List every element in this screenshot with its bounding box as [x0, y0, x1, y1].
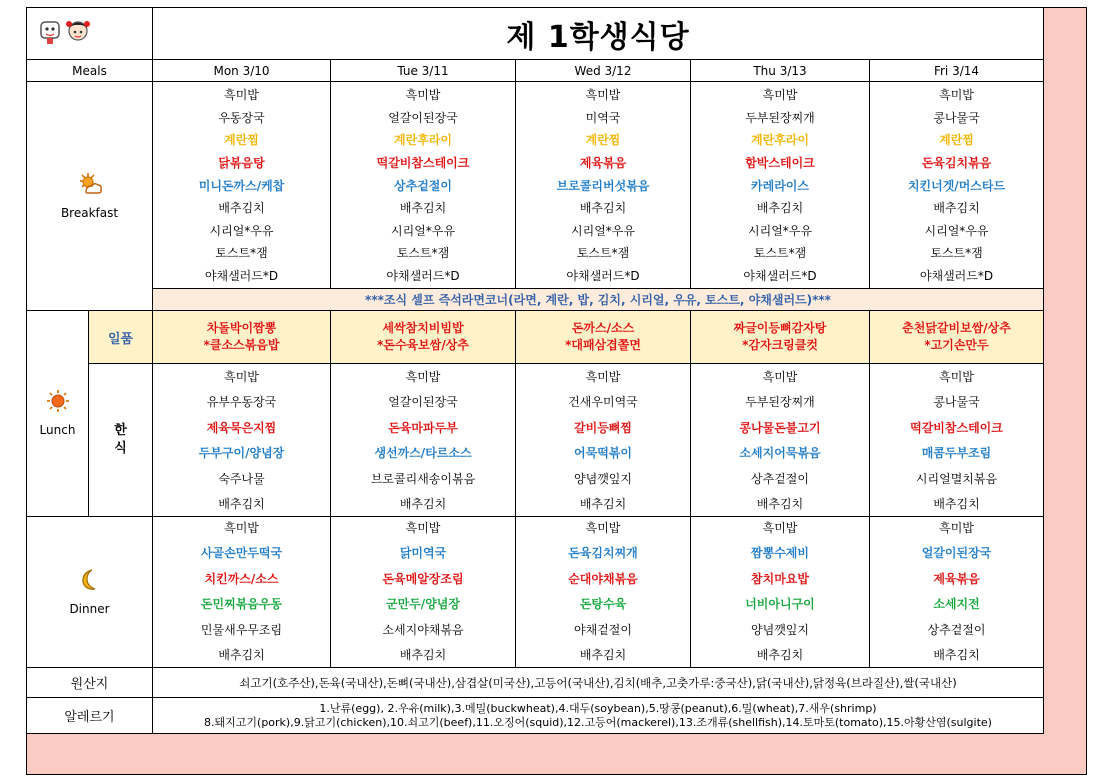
cartoon-faces-logo-icon [37, 16, 97, 48]
dinner-cell-mon [153, 517, 331, 668]
menu-item: 제육볶음 [933, 571, 980, 586]
menu-item: 어묵떡볶이 [574, 446, 632, 461]
menu-item: 민물새우무조림 [200, 622, 283, 637]
breakfast-cell-fri [870, 82, 1044, 289]
menu-item: 시리얼*우유 [748, 223, 812, 238]
logo-cell [27, 8, 153, 60]
menu-item: 야채샐러드*D [919, 269, 994, 283]
menu-item: 건새우미역국 [568, 395, 638, 410]
menu-item: 갈비등뼈찜 [574, 420, 632, 435]
menu-item: 흑미밥 [224, 370, 259, 384]
cafeteria-title: 제 1학생식당 [153, 8, 1044, 60]
dinner-cell-tue [331, 517, 516, 668]
menu-item: 두부된장찌개 [745, 110, 815, 125]
menu-item: 얼갈이된장국 [921, 546, 992, 561]
menu-item: 소세지전 [933, 597, 980, 612]
menu-item: 배추김치 [218, 496, 265, 511]
menu-item: 배추김치 [399, 647, 447, 662]
menu-item: 흑미밥 [405, 88, 441, 102]
menu-item: 야채샐러드*D [743, 269, 817, 283]
day-header-mon: Mon 3/10 [153, 60, 331, 82]
ilpum-cell-fri [870, 311, 1044, 364]
dinner-cell-fri [870, 517, 1044, 668]
menu-item: 브로콜리새송이볶음 [370, 471, 476, 486]
menu-item: 배추김치 [756, 647, 804, 662]
day-header-fri: Fri 3/14 [870, 60, 1044, 82]
menu-item: 참치마요밥 [751, 571, 809, 586]
menu-item: 미역국 [585, 110, 621, 125]
menu-item: 닭미역국 [399, 546, 447, 561]
ilpum-menu-item: 세싹참치비빔밥 [382, 321, 464, 335]
hansik-label-char: 한 [114, 423, 127, 438]
menu-item: 흑미밥 [224, 88, 259, 102]
menu-item: 사골손만두떡국 [200, 546, 283, 561]
day-header-wed: Wed 3/12 [516, 60, 691, 82]
menu-item: 순대야채볶음 [568, 571, 638, 586]
menu-item: 소세지어묵볶음 [739, 446, 821, 461]
day-header-tue: Tue 3/11 [331, 60, 516, 82]
menu-item: 상추겉절이 [394, 178, 452, 193]
ilpum-cell-tue [331, 311, 516, 364]
menu-item: 토스트*잼 [215, 246, 268, 261]
menu-item: 야채겉절이 [574, 622, 632, 637]
menu-item: 배추김치 [579, 496, 627, 511]
menu-item: 흑미밥 [585, 521, 621, 535]
menu-item: 흑미밥 [405, 521, 441, 535]
ilpum-menu-item: *고기손만두 [924, 338, 989, 352]
menu-item: 유부우동장국 [206, 395, 277, 410]
ilpum-menu-item: *클소스볶음밥 [203, 338, 280, 352]
menu-item: 배추김치 [933, 201, 980, 216]
menu-item: 돈육메알장조림 [382, 571, 464, 586]
origin-text: 쇠고기(호주산),돈육(국내산),돈뼈(국내산),삼겹살(미국산),고등어(국내산),김치(배추,고춧가루:중국산),닭(국내산),닭정육(브라질산),쌀(국내산) [153, 668, 1044, 698]
allergy-line: 1.난류(egg), 2.우유(milk),3.메밀(buckwheat),4.대두(soybean),5.땅콩(peanut),6.밀(wheat),7.새우(shrimp) [319, 701, 877, 715]
menu-item: 야채샐러드*D [204, 269, 279, 283]
menu-item: 두부구이/양념장 [198, 446, 285, 461]
menu-item: 치킨너겟/머스타드 [907, 178, 1006, 193]
menu-item: 토스트*잼 [396, 246, 450, 261]
breakfast-cell-wed [516, 82, 691, 289]
menu-item: 야채샐러드*D [386, 269, 460, 283]
menu-item: 야채샐러드*D [566, 269, 640, 283]
day-header-thu: Thu 3/13 [691, 60, 870, 82]
menu-item: 콩나물돈불고기 [739, 420, 821, 435]
ilpum-menu-item: *대패삼겹쫄면 [565, 338, 641, 352]
menu-item: 소세지야채볶음 [382, 622, 464, 637]
menu-item: 흑미밥 [939, 521, 974, 535]
dinner-cell-thu [691, 517, 870, 668]
ilpum-cell-thu [691, 311, 870, 364]
breakfast-cell-tue [331, 82, 516, 289]
allergy-info [153, 698, 1044, 734]
breakfast-self-corner-notice: ***조식 셀프 즉석라면코너(라면, 계란, 밥, 김치, 시리얼, 우유, 토스트, 야채샐러드)*** [153, 289, 1044, 311]
hansik-cell-mon [153, 364, 331, 517]
menu-item: 시리얼*우유 [391, 223, 455, 238]
menu-item: 시리얼멸치볶음 [915, 471, 998, 486]
weekly-menu-table [26, 7, 1044, 734]
menu-item: 흑미밥 [939, 370, 974, 384]
ilpum-cell-wed [516, 311, 691, 364]
menu-item: 돈육마파두부 [388, 420, 458, 435]
menu-item: 돈육김치볶음 [921, 155, 992, 170]
ilpum-menu-item: 돈까스/소스 [571, 321, 635, 335]
menu-item: 배추김치 [218, 201, 265, 216]
menu-item: 배추김치 [579, 201, 627, 216]
ilpum-menu-item: 춘천닭갈비보쌈/상추 [902, 321, 1011, 335]
breakfast-label-cell [27, 82, 153, 311]
menu-item: 너비아니구이 [745, 597, 815, 612]
meals-header: Meals [27, 60, 153, 82]
menu-item: 흑미밥 [939, 88, 974, 102]
menu-item: 시리얼*우유 [571, 223, 635, 238]
menu-item: 배추김치 [399, 201, 447, 216]
menu-item: 배추김치 [399, 496, 447, 511]
allergy-line: 8.돼지고기(pork),9.닭고기(chicken),10.쇠고기(beef),11.오징어(squid),12.고등어(mackerel),13.조개류(shellfish),14.토마토(tomato),15.아황산염(sulgite) [204, 715, 992, 729]
menu-item: 흑미밥 [405, 370, 441, 384]
menu-item: 제육묵은지찜 [206, 420, 277, 435]
dinner-label: Dinner [69, 601, 110, 616]
ilpum-label: 일품 [89, 311, 153, 364]
menu-item: 얼갈이된장국 [388, 395, 458, 410]
menu-item: 흑미밥 [762, 370, 798, 384]
menu-item: 계란찜 [939, 133, 974, 148]
menu-item: 토스트*잼 [753, 246, 807, 261]
menu-item: 흑미밥 [762, 88, 798, 102]
menu-item: 제육볶음 [579, 155, 627, 170]
menu-item: 숙주나물 [218, 471, 265, 486]
menu-item: 배추김치 [579, 647, 627, 662]
menu-item: 계란찜 [585, 133, 621, 148]
menu-item: 미니돈까스/케찹 [198, 178, 285, 193]
crescent-moon-icon [79, 568, 101, 592]
menu-item: 떡갈비참스테이크 [910, 420, 1003, 435]
hansik-cell-wed [516, 364, 691, 517]
sun-cloud-icon [77, 172, 103, 196]
ilpum-menu-item: *돈수육보쌈/상추 [377, 338, 469, 352]
ilpum-cell-mon [153, 311, 331, 364]
breakfast-cell-mon [153, 82, 331, 289]
hansik-label [89, 364, 153, 517]
menu-item: 닭볶음탕 [218, 155, 265, 170]
ilpum-menu-item: 짜글이등뼈감자탕 [733, 321, 827, 335]
ilpum-menu-item: 차돌박이짬뽕 [206, 321, 277, 335]
menu-item: 양념깻잎지 [751, 622, 809, 637]
ilpum-menu-item: *감자크링클컷 [742, 338, 818, 352]
menu-item: 얼갈이된장국 [388, 110, 458, 125]
menu-item: 배추김치 [933, 496, 980, 511]
menu-item: 배추김치 [218, 647, 265, 662]
menu-item: 상추겉절이 [927, 622, 986, 637]
allergy-label: 알레르기 [27, 698, 153, 734]
menu-item: 계란후라이 [751, 133, 809, 148]
menu-item: 콩나물국 [933, 110, 980, 125]
hansik-label-char: 식 [114, 441, 127, 456]
breakfast-cell-thu [691, 82, 870, 289]
menu-item: 시리얼*우유 [209, 223, 274, 238]
menu-item: 짬뽕수제비 [751, 546, 809, 561]
menu-item: 두부된장찌개 [745, 395, 815, 410]
menu-item: 생선까스/타르소스 [374, 446, 472, 461]
hansik-cell-tue [331, 364, 516, 517]
origin-label: 원산지 [27, 668, 153, 698]
menu-item: 시리얼*우유 [924, 223, 989, 238]
menu-item: 토스트*잼 [930, 246, 983, 261]
menu-item: 양념깻잎지 [574, 471, 632, 486]
menu-item: 콩나물국 [933, 395, 980, 410]
menu-item: 흑미밥 [762, 521, 798, 535]
lunch-label-cell [27, 311, 89, 517]
lunch-label: Lunch [39, 423, 76, 437]
menu-item: 군만두/양념장 [386, 597, 460, 612]
menu-item: 배추김치 [756, 201, 804, 216]
menu-item: 흑미밥 [585, 370, 621, 384]
menu-item: 배추김치 [756, 496, 804, 511]
menu-item: 상추겉절이 [751, 471, 809, 486]
menu-item: 우동장국 [218, 110, 265, 125]
breakfast-label: Breakfast [60, 205, 119, 220]
sun-icon [46, 389, 70, 413]
menu-item: 돈탕수육 [579, 597, 627, 612]
menu-item: 계란찜 [224, 133, 259, 148]
menu-item: 토스트*잼 [576, 246, 630, 261]
menu-item: 매콤두부조림 [921, 446, 992, 461]
hansik-cell-fri [870, 364, 1044, 517]
menu-item: 돈민찌볶음우동 [200, 597, 283, 612]
menu-item: 치킨까스/소스 [204, 571, 279, 586]
menu-item: 브로콜리버섯볶음 [556, 178, 650, 193]
menu-item: 카레라이스 [751, 178, 809, 193]
dinner-cell-wed [516, 517, 691, 668]
menu-item: 배추김치 [933, 647, 980, 662]
dinner-label-cell [27, 517, 153, 668]
menu-item: 함박스테이크 [745, 155, 815, 170]
menu-item: 흑미밥 [224, 521, 259, 535]
menu-item: 떡갈비참스테이크 [376, 155, 470, 170]
menu-item: 흑미밥 [585, 88, 621, 102]
hansik-cell-thu [691, 364, 870, 517]
menu-item: 돈육김치찌개 [568, 546, 638, 561]
menu-item: 계란후라이 [394, 133, 452, 148]
